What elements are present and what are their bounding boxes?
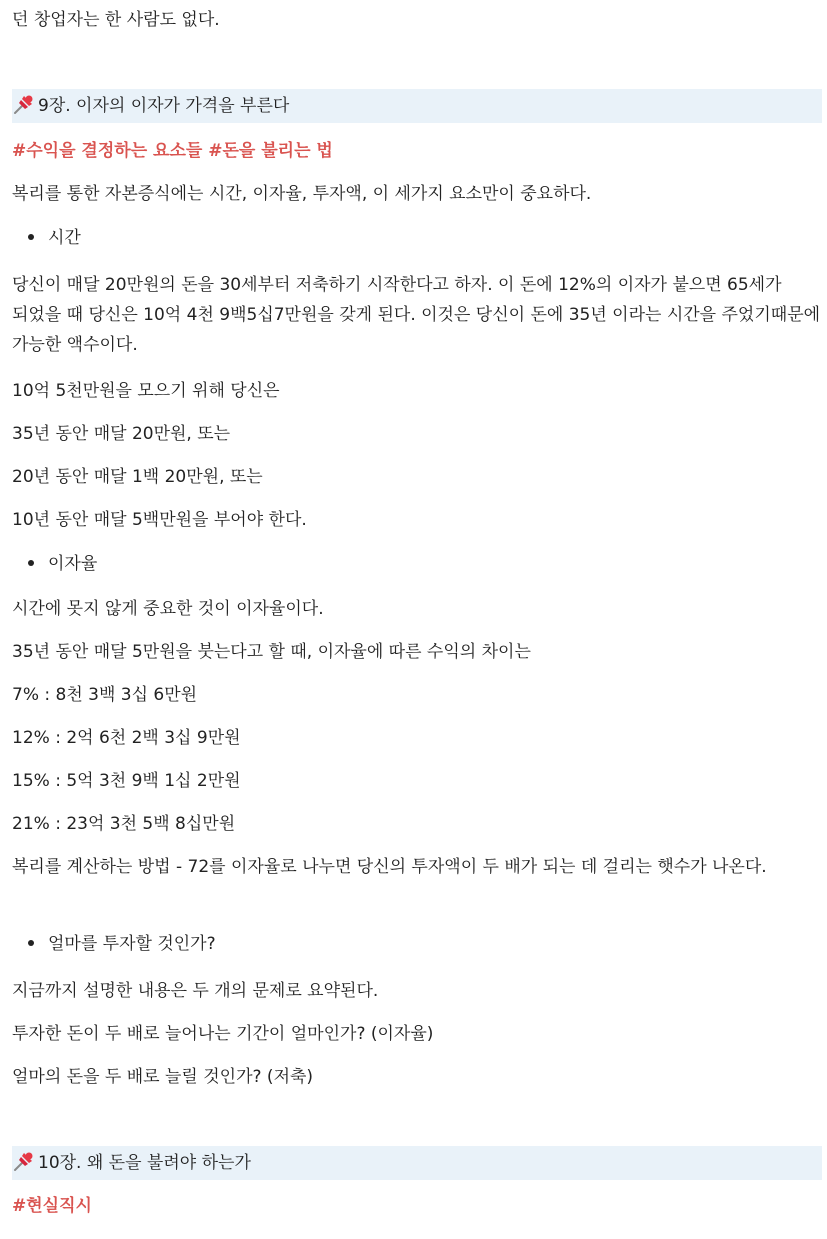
rate-line-2: 35년 동안 매달 5만원을 붓는다고 할 때, 이자율에 따른 수익의 차이는 bbox=[12, 642, 531, 662]
bullet-time-label: 시간 bbox=[48, 228, 81, 248]
bullet-dot bbox=[28, 560, 34, 566]
amount-line-1: 지금까지 설명한 내용은 두 개의 문제로 요약된다. bbox=[12, 981, 379, 1001]
time-paragraph: 당신이 매달 20만원의 돈을 30세부터 저축하기 시작한다고 하자. 이 돈에 12%의 이자가 붙으면 65세가 되었을 때 당신은 10억 4천 9백5십7만원을 갖게 된다. 이것은 당신이 돈에 35년 이라는 시간을 주었기때문에 가능한 액수이다. bbox=[12, 275, 821, 355]
time-line-1: 10억 5천만원을 모으기 위해 당신은 bbox=[12, 381, 280, 401]
bullet-time bbox=[28, 224, 81, 252]
bullet-dot bbox=[28, 940, 34, 946]
chapter9-heading bbox=[12, 89, 822, 123]
time-line-3: 20년 동안 매달 1백 20만원, 또는 bbox=[12, 467, 263, 487]
chapter9-tags: #수익을 결정하는 요소들 #돈을 불리는 법 bbox=[12, 141, 333, 161]
pushpin-icon bbox=[12, 92, 36, 116]
time-line-4: 10년 동안 매달 5백만원을 부어야 한다. bbox=[12, 510, 307, 530]
chapter10-title: 10장. 왜 돈을 불려야 하는가 bbox=[38, 1153, 251, 1173]
rate-paragraph: 복리를 계산하는 방법 - 72를 이자율로 나누면 당신의 투자액이 두 배가 되는 데 걸리는 햇수가 나온다. bbox=[12, 857, 767, 877]
rate-line-3: 7% : 8천 3백 3십 6만원 bbox=[12, 685, 198, 705]
rate-line-1: 시간에 못지 않게 중요한 것이 이자율이다. bbox=[12, 599, 324, 619]
rate-line-5: 15% : 5억 3천 9백 1십 2만원 bbox=[12, 771, 241, 791]
pushpin-icon bbox=[12, 1149, 36, 1173]
chapter9-summary: 복리를 통한 자본증식에는 시간, 이자율, 투자액, 이 세가지 요소만이 중요하다. bbox=[12, 184, 592, 204]
bullet-rate bbox=[28, 550, 97, 578]
bullet-rate-label: 이자율 bbox=[48, 554, 98, 574]
intro-line: 던 창업자는 한 사람도 없다. bbox=[12, 10, 220, 30]
chapter10-tags: #현실직시 bbox=[12, 1196, 92, 1216]
bullet-amount-label: 얼마를 투자할 것인가? bbox=[48, 934, 216, 954]
chapter10-heading bbox=[12, 1146, 822, 1180]
bullet-dot bbox=[28, 234, 34, 240]
rate-line-4: 12% : 2억 6천 2백 3십 9만원 bbox=[12, 728, 241, 748]
amount-line-3: 얼마의 돈을 두 배로 늘릴 것인가? (저축) bbox=[12, 1067, 314, 1087]
amount-line-2: 투자한 돈이 두 배로 늘어나는 기간이 얼마인가? (이자율) bbox=[12, 1024, 434, 1044]
time-line-2: 35년 동안 매달 20만원, 또는 bbox=[12, 424, 231, 444]
rate-line-6: 21% : 23억 3천 5백 8십만원 bbox=[12, 814, 236, 834]
bullet-amount bbox=[28, 930, 216, 958]
chapter9-title: 9장. 이자의 이자가 가격을 부른다 bbox=[38, 96, 290, 116]
